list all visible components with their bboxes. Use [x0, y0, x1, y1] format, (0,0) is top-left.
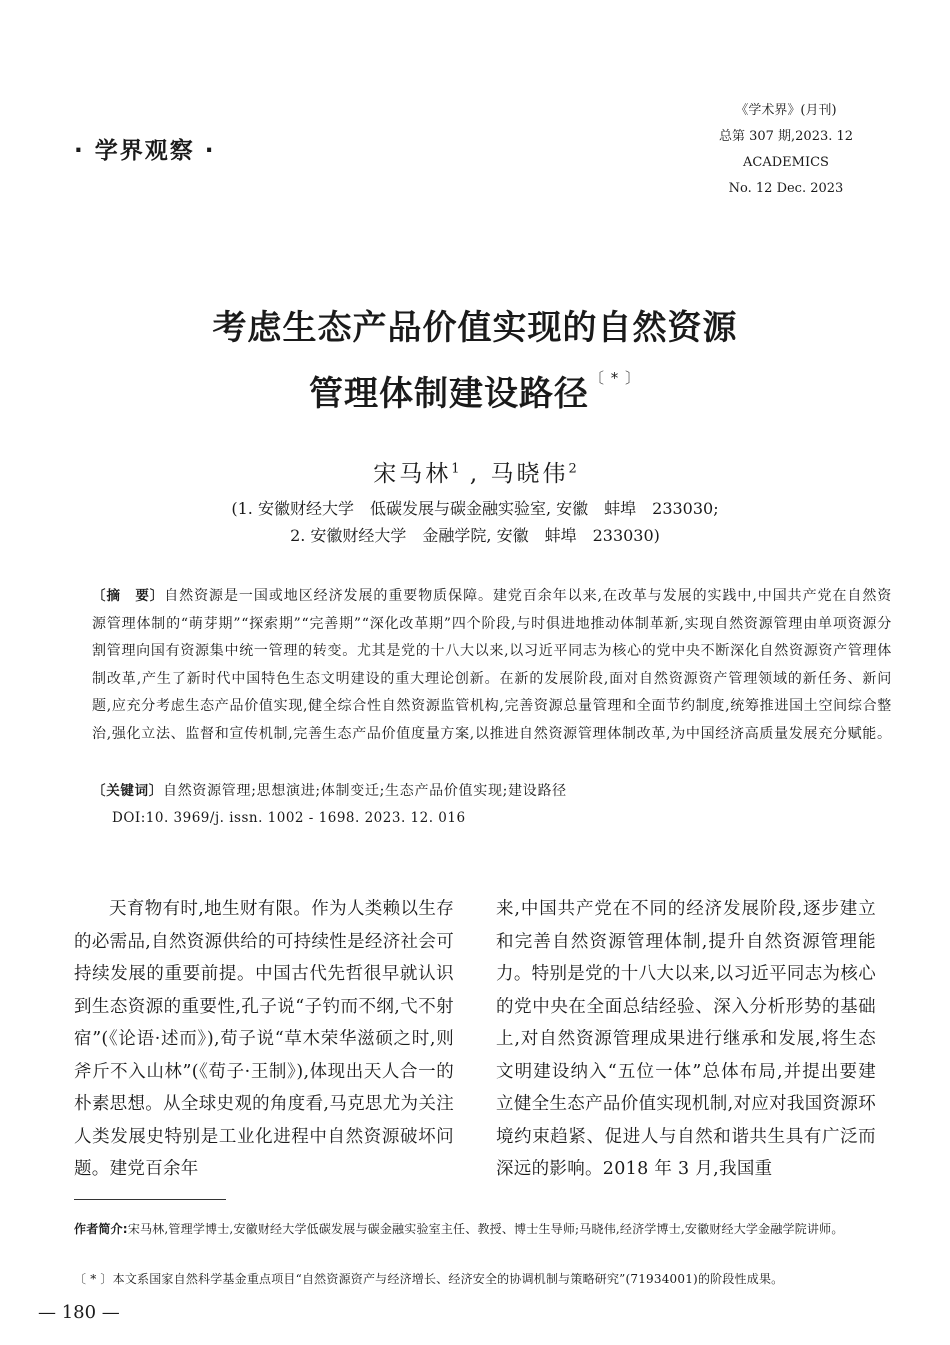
journal-info — [706, 98, 866, 202]
author-2-sup: 2 — [568, 461, 577, 477]
abstract-label: 〔摘 要〕 — [92, 588, 165, 604]
body-left-column: 天育物有时,地生财有限。作为人类赖以生存的必需品,自然资源供给的可持续性是经济社会可持续发展的重要前提。中国古代先哲很早就认识到生态资源的重要性,孔子说“子钓而不纲,弋不射宿”(《论语·述而》),荀子说“草木荣华滋硕之时,则斧斤不入山林”(《荀子·王制》),体现出天人合一的朴素思想。从全球史观的角度看,马克思尤为关注人类发展史特别是工业化进程中自然资源破坏问题。建党百余年 — [74, 899, 454, 1179]
affiliation-1: (1. 安徽财经大学 低碳发展与碳金融实验室, 安徽 蚌埠 233030; — [231, 499, 719, 518]
author-1-sup: 1 — [451, 461, 460, 477]
author-bio-label: 作者简介: — [74, 1222, 128, 1236]
doi[interactable]: DOI:10. 3969/j. issn. 1002 - 1698. 2023. 12. 016 — [112, 810, 466, 826]
affiliations — [0, 495, 950, 549]
section-label: · 学界观察 · — [74, 138, 216, 164]
affiliation-2: 2. 安徽财经大学 金融学院, 安徽 蚌埠 233030) — [290, 526, 660, 545]
keywords-text: 自然资源管理;思想演进;体制变迁;生态产品价值实现;建设路径 — [163, 783, 567, 799]
title-line-2: 管理体制建设路径 — [308, 374, 589, 414]
abstract — [92, 583, 892, 748]
author-2: 马晓伟 — [490, 461, 569, 487]
author-separator: , — [459, 461, 491, 487]
author-bio-text: 宋马林,管理学博士,安徽财经大学低碳发展与碳金融实验室主任、教授、博士生导师;马晓伟,经济学博士,安徽财经大学金融学院讲师。 — [127, 1222, 844, 1236]
footnote-divider — [74, 1199, 226, 1200]
body-right-column: 来,中国共产党在不同的经济发展阶段,逐步建立和完善自然资源管理体制,提升自然资源管理能力。特别是党的十八大以来,以习近平同志为核心的党中央在全面总结经验、深入分析形势的基础上,对自然资源管理成果进行继承和发展,将生态文明建设纳入“五位一体”总体布局,并提出要建立健全生态产品价值实现机制,对应对我国资源环境约束趋紧、促进人与自然和谐共生具有广泛而深远的影响。2018 年 3 月,我国重 — [496, 899, 876, 1179]
author-1: 宋马林 — [373, 461, 452, 487]
keywords — [92, 778, 892, 805]
abstract-text: 自然资源是一国或地区经济发展的重要物质保障。建党百余年以来,在改革与发展的实践中,中国共产党在自然资源管理体制的“萌芽期”“探索期”“完善期”“深化改革期”四个阶段,与时俱进地推动体制革新,实现自然资源管理由单项资源分割管理向国有资源集中统一管理的转变。尤其是党的十八大以来,以习近平同志为核心的党中央不断深化自然资源资产管理体制改革,产生了新时代中国特色生态文明建设的重大理论创新。在新的发展阶段,面对自然资源资产管理领域的新任务、新问题,应充分考虑生态产品价值实现,健全综合性自然资源监管机构,完善资源总量管理和全面节约制度,统筹推进国土空间综合整治,强化立法、监督和宣传机制,完善生态产品价值度量方案,以推进自然资源管理体制改革,为中国经济高质量发展充分赋能。 — [92, 588, 892, 742]
journal-name: 《学术界》(月刊) — [735, 103, 837, 118]
keywords-label: 〔关键词〕 — [92, 783, 163, 799]
page-number: — 180 — — [38, 1302, 120, 1323]
footnote-author-bio — [74, 1218, 912, 1240]
title-note: 〔 * 〕 — [588, 369, 642, 387]
title-line-1: 考虑生态产品价值实现的自然资源 — [212, 308, 738, 348]
article-title — [0, 303, 950, 419]
journal-en: ACADEMICS — [743, 155, 829, 170]
authors — [0, 455, 950, 488]
issue-en: No. 12 Dec. 2023 — [728, 181, 844, 196]
issue-cn: 总第 307 期,2023. 12 — [718, 129, 854, 144]
footnote-funding: 〔 * 〕本文系国家自然科学基金重点项目“自然资源资产与经济增长、经济安全的协调机制与策略研究”(71934001)的阶段性成果。 — [74, 1272, 784, 1286]
